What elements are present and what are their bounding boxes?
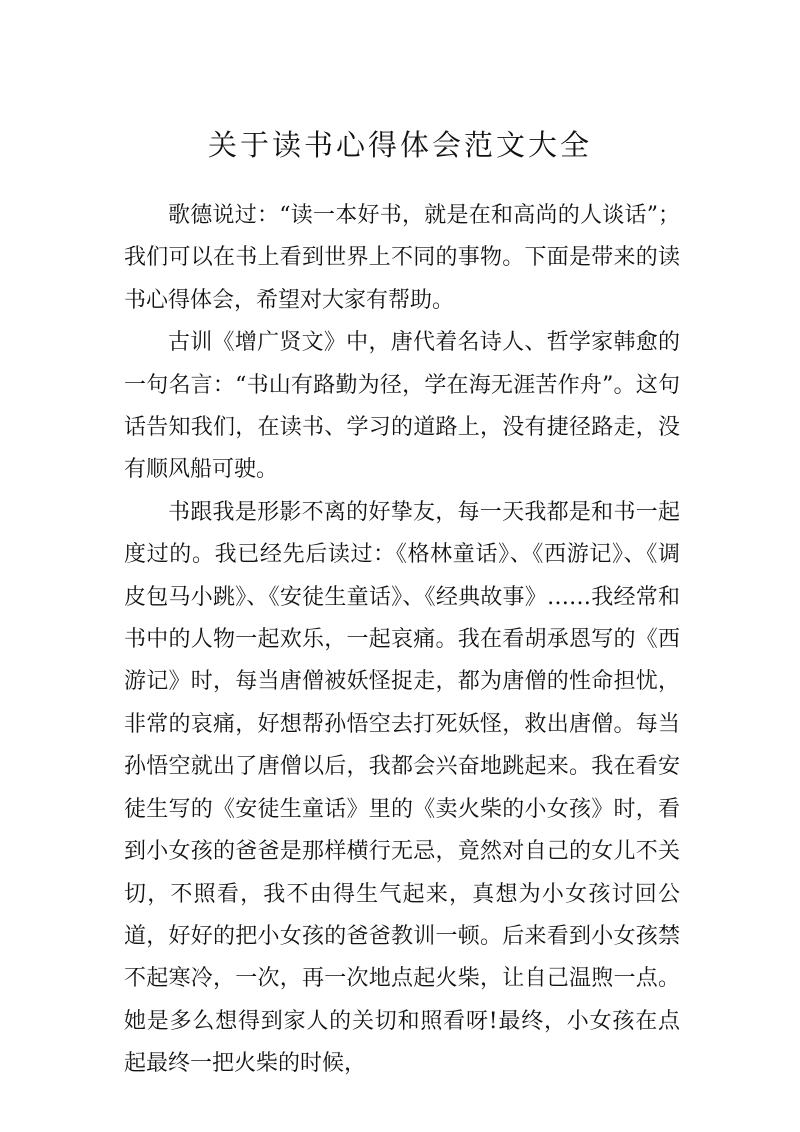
paragraph-intro: 歌德说过：“读一本好书，就是在和高尚的人谈话”；我们可以在书上看到世界上不同的事物。下面是带来的读书心得体会，希望对大家有帮助。	[124, 203, 680, 313]
document-title: 关于读书心得体会范文大全	[207, 128, 592, 162]
paragraph-quote: 古训《增广贤文》中，唐代着名诗人、哲学家韩愈的一句名言：“书山有路勤为径，学在海无涯苦作舟”。这句话告知我们，在读书、学习的道路上，没有捷径路走，没有顺风船可驶。	[124, 330, 680, 483]
paragraph-reading: 书跟我是形影不离的好挚友，每一天我都是和书一起度过的。我已经先后读过：《格林童话》、《西游记》、《调皮包马小跳》、《安徒生童话》、《经典故事》……我经常和书中的人物一起欢乐，一起哀痛。我在看胡承恩写的《西游记》时，每当唐僧被妖怪捉走，都为唐僧的性命担忧，非常的哀痛，好想帮孙悟空去打死妖怪，救出唐僧。每当孙悟空就出了唐僧以后，我都会兴奋地跳起来。我在看安徒生写的《安徒生童话》里的《卖火柴的小女孩》时，看到小女孩的爸爸是那样横行无忌，竟然对自己的女儿不关切，不照看，我不由得生气起来，真想为小女孩讨回公道，好好的把小女孩的爸爸教训一顿。后来看到小女孩禁不起寒冷，一次，再一次地点起火柴，让自己温煦一点。她是多么想得到家人的关切和照看呀!最终，小女孩在点起最终一把火柴的时候，	[124, 499, 680, 1077]
document-body	[124, 195, 680, 1086]
